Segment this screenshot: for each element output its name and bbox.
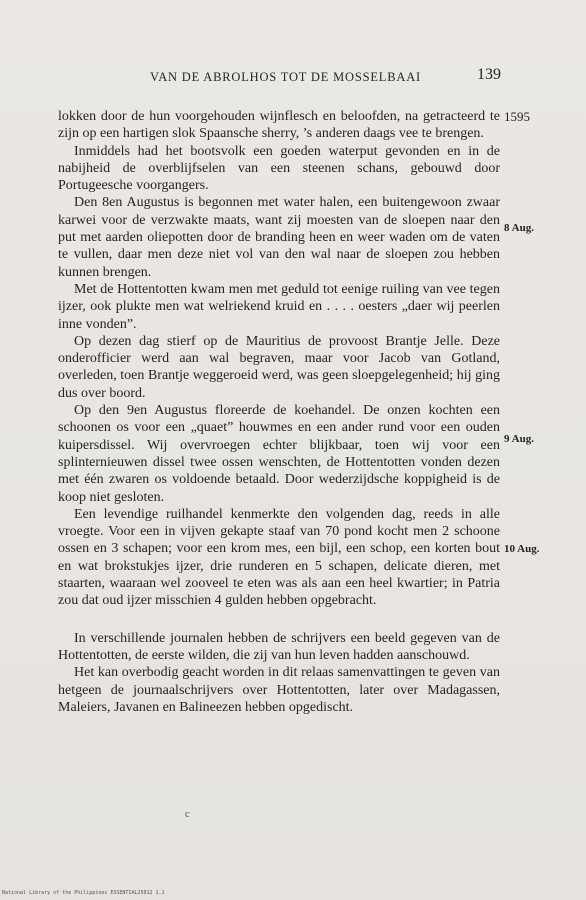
page-mark: c: [185, 808, 190, 820]
paragraph-2: Inmiddels had het bootsvolk een goeden waterput gevonden en in de nabijheid de overblijfselen van een steenen schans, gebouwd door Portugeesche voorgangers.: [58, 143, 500, 194]
paragraph-8: In verschillende journalen hebben de schrijvers een beeld gegeven van de Hottentotten, de eerste wilden, die zij van hun leven hadden aanschouwd.: [58, 630, 500, 663]
paragraph-9: Het kan overbodig geacht worden in dit relaas samenvattingen te geven van hetgeen de journaalschrijvers over Hottentotten, later over Madagassen, Maleiers, Javanen en Balineezen hebben opgedischt.: [58, 665, 500, 715]
paragraph-4: Met de Hottentotten kwam men met geduld tot eenige ruiling van vee tegen ijzer, ook plukte men wat welriekend kruid en . . . . oesters „daer wij peerlen inne vonden”.: [58, 281, 500, 332]
paragraph-1: lokken door de hun voorgehouden wijnflesch en beloofden, na getracteerd te zijn op een hartigen slok Spaansche sherry, ’s anderen daags vee te brengen.: [58, 109, 500, 142]
footer-stamp: National Library of the Philippines ESSENTIAL25012 1.1: [2, 890, 165, 896]
margin-note-9-aug: 9 Aug.: [504, 433, 534, 445]
margin-note-8-aug: 8 Aug.: [504, 222, 534, 234]
paragraph-5: Op dezen dag stierf op de Mauritius de provoost Brantje Jelle. Deze onderofficier werd aan wal begraven, maar voor Jacob van Gotland, overleden, toen Brantje weggeroeid werd, was geen sloepgelegenheid; hij ging dus over boord.: [58, 333, 500, 401]
running-title: VAN DE ABROLHOS TOT DE MOSSELBAAI: [150, 70, 421, 84]
paragraph-6: Op den 9en Augustus floreerde de koehandel. De onzen kochten een schoonen os voor een „quaet” houwmes en een ander rund voor een ouden kuipersdissel. Wij overvroegen echter blijkbaar, toen wij voor een splinternieuwen dissel twee ossen wenschten, de Hottentotten vonden dezen met één zwaren os voldoende betaald. Door wederzijdsche koppigheid is de koop niet gesloten.: [58, 403, 500, 505]
margin-note-10-aug: 10 Aug.: [504, 543, 540, 555]
body-text: [58, 108, 500, 716]
page-number: 139: [477, 66, 501, 83]
margin-note-year: 1595: [504, 109, 530, 124]
paragraph-7: Een levendige ruilhandel kenmerkte den volgenden dag, reeds in alle vroegte. Voor een in vijven gekapte staaf van 70 pond kocht men 2 schoone ossen en 3 schapen; voor een krom mes, een bijl, een schop, een korten bout en wat brokstukjes ijzer, drie runderen en 5 schapen, delicate dieren, met staarten, waaraan wel zooveel te eten was als aan een heel kwartier; in Patria zou dat oud ijzer misschien 4 gulden hebben opgebracht.: [58, 506, 500, 609]
paragraph-3: Den 8en Augustus is begonnen met water halen, een buitengewoon zwaar karwei voor de verzwakte maats, want zij moesten van de sloepen naar den put met aarden oliepotten door de branding heen en weer waden om de vaten te vullen, daar men deze niet vol van den wal naar de sloepen zou hebben kunnen brengen.: [58, 195, 500, 280]
